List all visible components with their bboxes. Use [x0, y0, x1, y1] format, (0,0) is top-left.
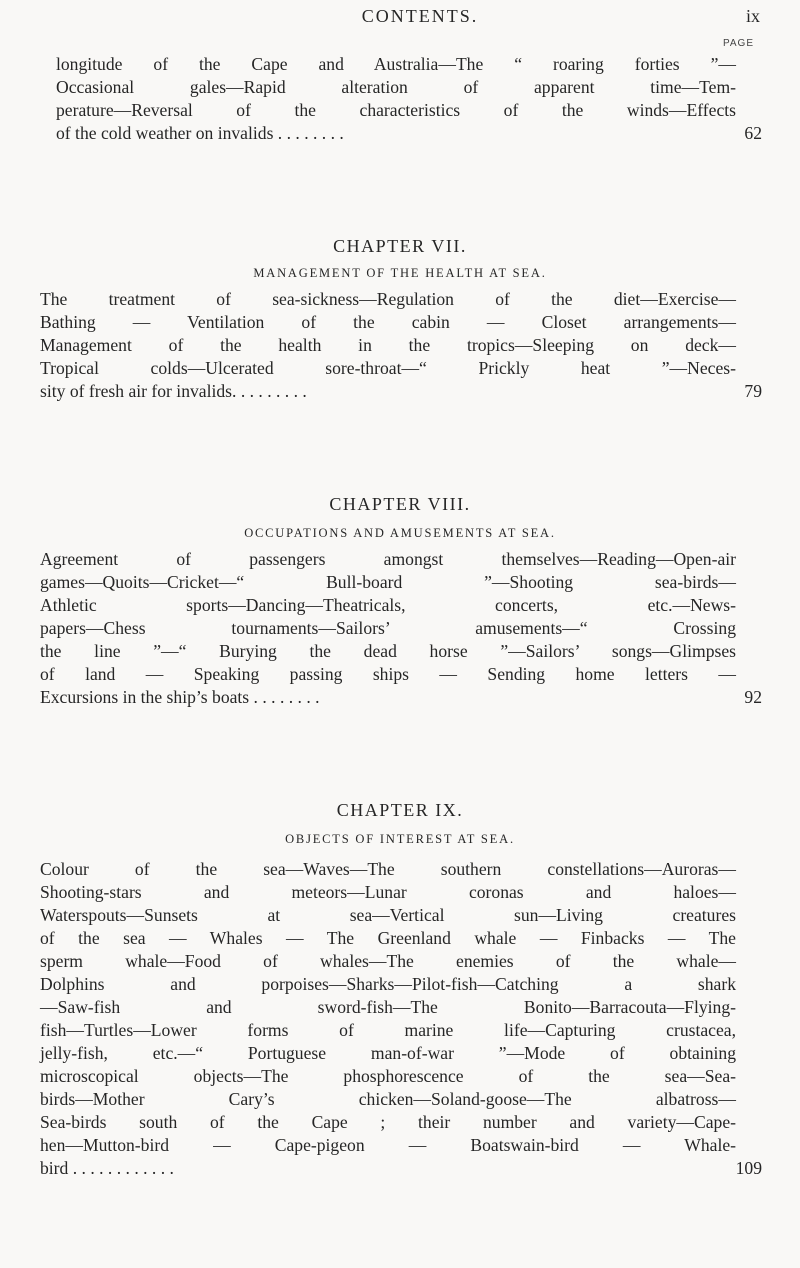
synopsis-line: jelly-fish, etc.—“ Portuguese man-of-war ”—Mode of obtaining — [40, 1043, 736, 1063]
synopsis-line: Athletic sports—Dancing—Theatricals, concerts, etc.—News- — [40, 595, 736, 615]
chapter-ix-subtitle: OBJECTS OF INTEREST AT SEA. — [285, 832, 515, 846]
running-head — [80, 6, 760, 34]
synopsis-line: —Saw-fish and sword-fish—The Bonito—Barracouta—Flying- — [40, 997, 736, 1017]
synopsis-line: games—Quoits—Cricket—“ Bull-board ”—Shooting sea-birds— — [40, 572, 736, 592]
synopsis-line: Colour of the sea—Waves—The southern constellations—Auroras— — [40, 859, 736, 879]
running-title: CONTENTS. — [361, 6, 479, 26]
chapter-viii-subtitle: OCCUPATIONS AND AMUSEMENTS AT SEA. — [244, 526, 556, 540]
synopsis-line: birds—Mother Cary’s chicken—Soland-goose—The albatross— — [40, 1089, 736, 1109]
synopsis-line: bird . . . . . . . . . . . . — [40, 1158, 174, 1178]
chapter-ix-title: CHAPTER IX. — [336, 800, 464, 820]
synopsis-line: Excursions in the ship’s boats . . . . . . . . — [40, 687, 320, 707]
synopsis-line: microscopical objects—The phosphorescence of the sea—Sea- — [40, 1066, 736, 1086]
synopsis-line: sperm whale—Food of whales—The enemies of the whale— — [40, 951, 736, 971]
synopsis-line: Management of the health in the tropics—Sleeping on deck— — [40, 335, 736, 355]
synopsis-line: longitude of the Cape and Australia—The “ roaring forties ”— — [56, 54, 736, 74]
synopsis-line: Sea-birds south of the Cape ; their number and variety—Cape- — [40, 1112, 736, 1132]
synopsis-line: of land — Speaking passing ships — Sending home letters — — [40, 664, 736, 684]
chapter-vii-synopsis — [40, 288, 736, 403]
folio-number: ix — [745, 6, 760, 26]
chapter-viii-page-number: 92 — [744, 687, 762, 707]
synopsis-line: Tropical colds—Ulcerated sore-throat—“ Prickly heat ”—Neces- — [40, 358, 736, 378]
synopsis-line: the line ”—“ Burying the dead horse ”—Sailors’ songs—Glimpses — [40, 641, 736, 661]
chapter-viii-title: CHAPTER VIII. — [329, 494, 471, 514]
synopsis-line: hen—Mutton-bird — Cape-pigeon — Boatswain-bird — Whale- — [40, 1135, 736, 1155]
synopsis-line: fish—Turtles—Lower forms of marine life—Capturing crustacea, — [40, 1020, 736, 1040]
synopsis-line: papers—Chess tournaments—Sailors’ amusements—“ Crossing — [40, 618, 736, 638]
chapter-ix-page-number: 109 — [735, 1158, 762, 1178]
synopsis-line: Shooting-stars and meteors—Lunar coronas and haloes— — [40, 882, 736, 902]
chapter-vii-title: CHAPTER VII. — [333, 236, 467, 256]
page-column-label: PAGE — [722, 38, 754, 49]
chapter-vi-page-number: 62 — [744, 123, 762, 143]
synopsis-line: Agreement of passengers amongst themselves—Reading—Open-air — [40, 549, 736, 569]
chapter-ix-synopsis — [40, 858, 736, 1180]
chapter-vii-subtitle: MANAGEMENT OF THE HEALTH AT SEA. — [253, 266, 547, 280]
synopsis-line: perature—Reversal of the characteristics of the winds—Effects — [56, 100, 736, 120]
synopsis-line: Dolphins and porpoises—Sharks—Pilot-fish—Catching a shark — [40, 974, 736, 994]
synopsis-line: of the sea — Whales — The Greenland whale — Finbacks — The — [40, 928, 736, 948]
synopsis-line: of the cold weather on invalids . . . . . . . . — [56, 123, 344, 143]
synopsis-line: Occasional gales—Rapid alteration of apparent time—Tem- — [56, 77, 736, 97]
synopsis-line: The treatment of sea-sickness—Regulation of the diet—Exercise— — [40, 289, 736, 309]
chapter-vii-page-number: 79 — [744, 381, 762, 401]
chapter-vi-synopsis — [56, 53, 736, 145]
synopsis-line: sity of fresh air for invalids. . . . . . . . . — [40, 381, 307, 401]
chapter-viii-synopsis — [40, 548, 736, 709]
synopsis-line: Waterspouts—Sunsets at sea—Vertical sun—Living creatures — [40, 905, 736, 925]
synopsis-line: Bathing — Ventilation of the cabin — Closet arrangements— — [40, 312, 736, 332]
